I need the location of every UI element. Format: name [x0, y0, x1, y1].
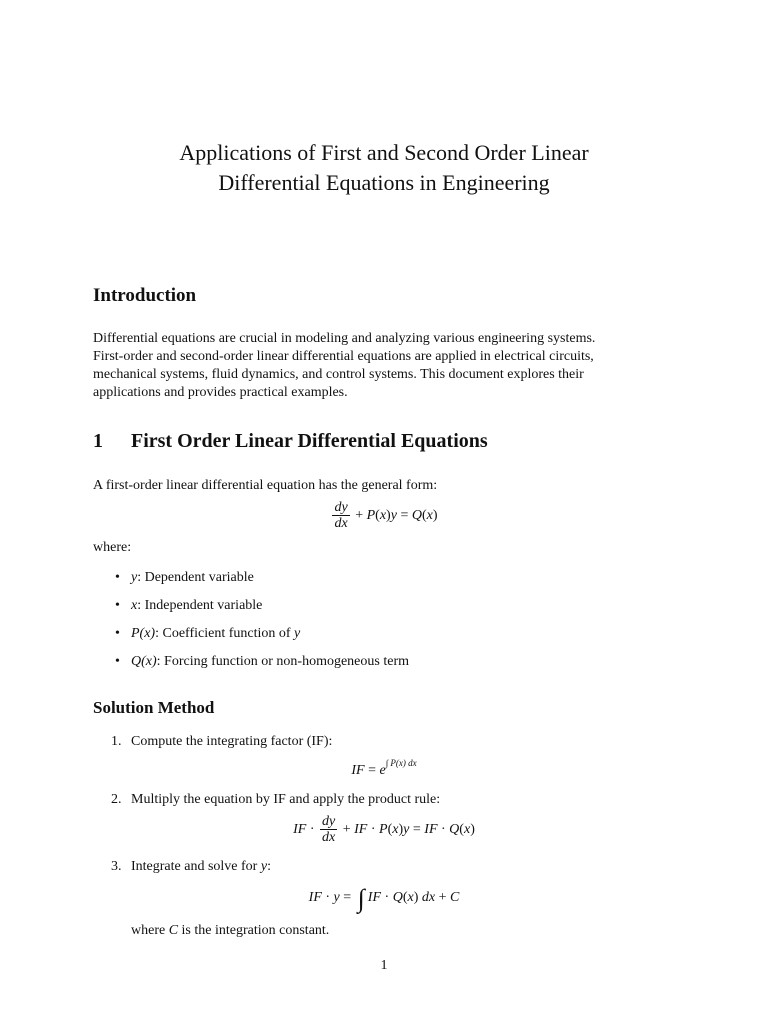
introduction-heading: Introduction — [93, 285, 197, 306]
section-1-heading — [93, 430, 488, 453]
section-number: 1 — [93, 430, 103, 452]
step-3: 3. Integrate and solve for y: — [111, 859, 271, 874]
constant-note: where C is the integration constant. — [131, 923, 330, 938]
step-1: 1. Compute the integrating factor (IF): — [111, 734, 333, 749]
section-title: First Order Linear Differential Equations — [131, 430, 488, 452]
dy-dx-fraction: $\frac{dy}{dx}$ — [334, 500, 348, 531]
title-line-1: Applications of First and Second Order Linear — [179, 140, 589, 165]
where-text: where: — [93, 540, 132, 555]
list-item: • y: Dependent variable — [115, 570, 254, 585]
integrating-factor-equation: IF = $e^{\int P(x) dx}$ — [351, 758, 417, 778]
list-item: • x: Independent variable — [115, 598, 263, 613]
intro-line-2: First-order and second-order linear differential equations are applied in electrical circuits, — [93, 349, 594, 364]
document-title — [0, 138, 768, 198]
general-form-text: A first-order linear differential equation has the general form: — [93, 478, 438, 493]
integration-equation: IF · y = ∫ IF · Q(x) dx + C — [308, 884, 460, 913]
solution-method-heading: Solution Method — [93, 698, 215, 717]
general-form-equation: $\frac{dy}{dx}$ + P(x)y = Q(x) — [334, 500, 438, 531]
intro-line-1: Differential equations are crucial in modeling and analyzing various engineering systems. — [93, 331, 596, 346]
variable-list — [115, 568, 409, 680]
intro-line-4: applications and provides practical examples. — [93, 385, 348, 400]
list-item: • P(x): Coefficient function of y — [115, 626, 301, 641]
product-rule-equation: IF · $\frac{dy}{dx}$ + IF · P(x)y = IF · Q(x) — [293, 814, 475, 845]
page-number: 1 — [380, 958, 388, 973]
step-2: 2. Multiply the equation by IF and apply the product rule: — [111, 792, 441, 807]
intro-line-3: mechanical systems, fluid dynamics, and control systems. This document explores their — [93, 367, 584, 382]
introduction-paragraph — [93, 330, 683, 402]
list-item: • Q(x): Forcing function or non-homogeneous term — [115, 654, 409, 669]
title-line-2: Differential Equations in Engineering — [218, 170, 550, 195]
